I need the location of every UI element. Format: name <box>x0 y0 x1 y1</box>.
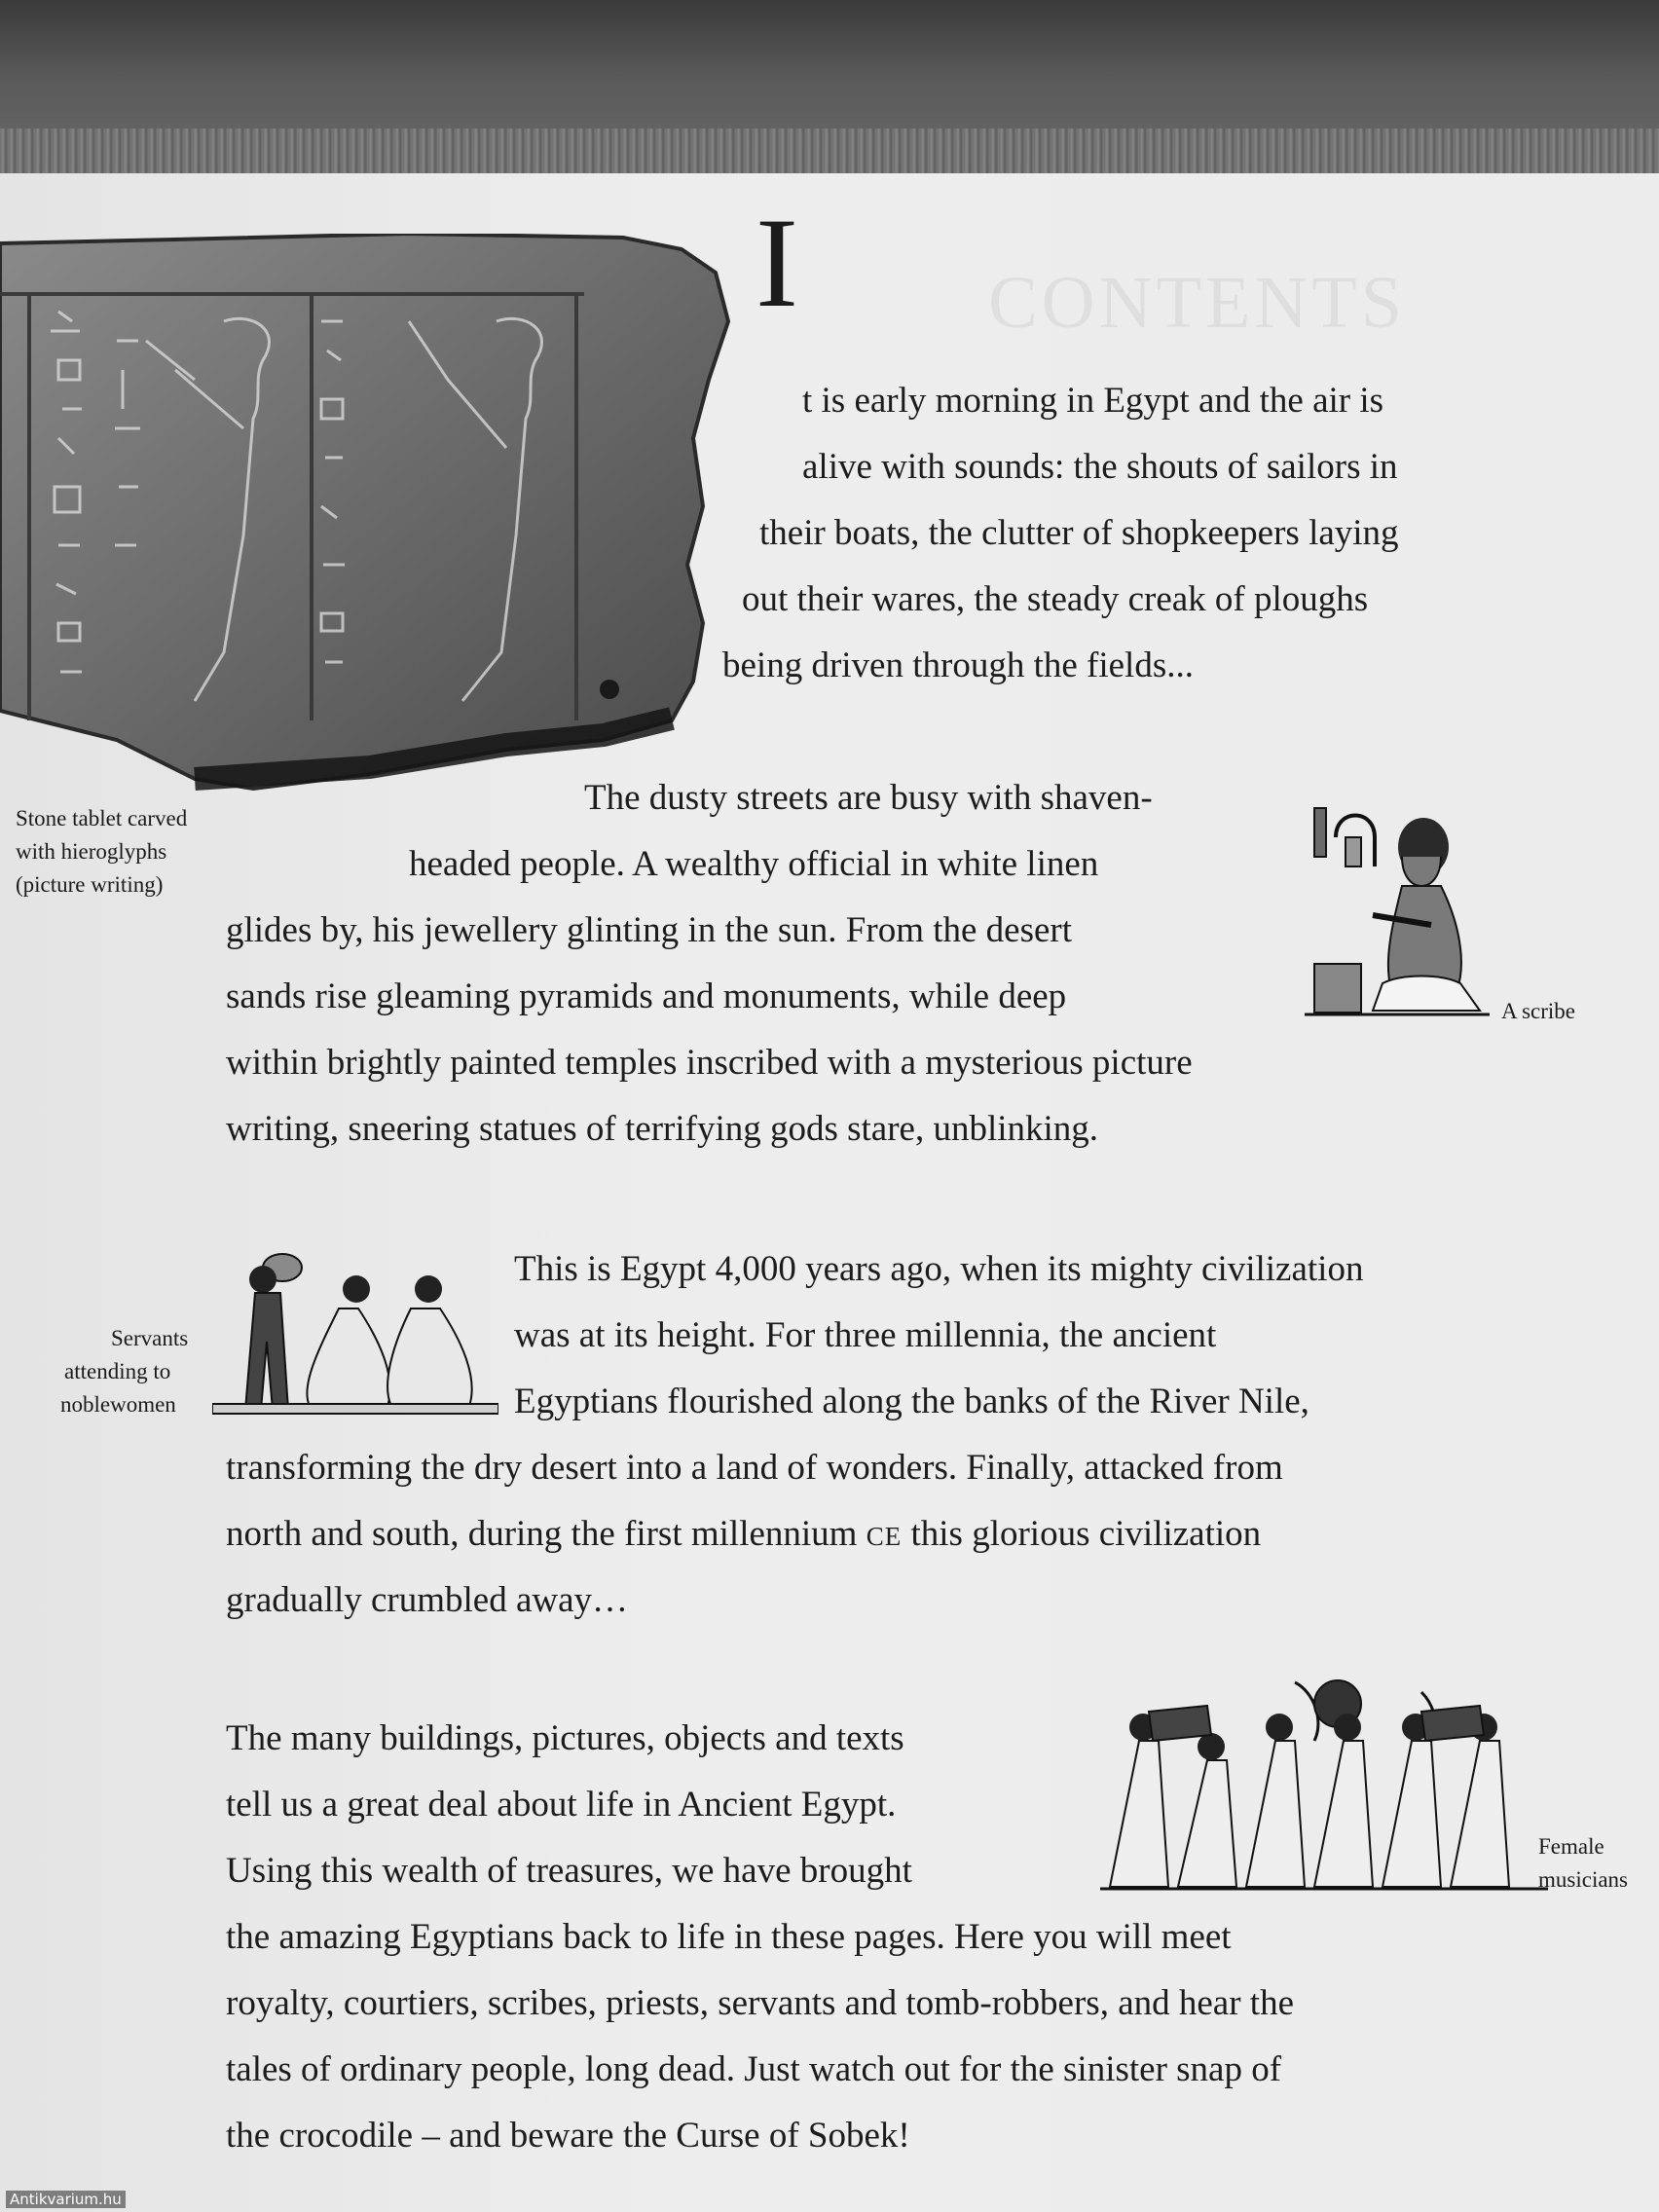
paragraph-line: gradually crumbled away… <box>226 1580 629 1620</box>
paragraph-line: writing, sneering statues of terrifying gods stare, unblinking. <box>226 1109 1099 1149</box>
paragraph-line: Egyptians flourished along the banks of the River Nile, <box>514 1382 1309 1421</box>
intro-line: t is early morning in Egypt and the air is <box>802 381 1384 421</box>
intro-line: being driven through the fields... <box>722 645 1194 685</box>
drop-cap: I <box>756 191 798 334</box>
stone-tablet-image <box>0 234 740 798</box>
servants-caption: attending to <box>64 1359 171 1383</box>
servants-caption: Servants <box>111 1326 189 1350</box>
paragraph-line: within brightly painted temples inscribed with a mysterious picture <box>226 1043 1193 1083</box>
paragraph-line <box>226 1501 1261 1569</box>
scribe-image <box>1305 798 1490 1022</box>
book-edge <box>0 129 1659 175</box>
musicians-caption: Female <box>1538 1834 1604 1859</box>
paragraph-line: Using this wealth of treasures, we have brought <box>226 1851 912 1891</box>
paragraph-line: the amazing Egyptians back to life in these pages. Here you will meet <box>226 1917 1232 1957</box>
paragraph-line: This is Egypt 4,000 years ago, when its mighty civilization <box>514 1249 1364 1289</box>
paragraph-line: tell us a great deal about life in Ancient Egypt. <box>226 1785 897 1825</box>
intro-line: alive with sounds: the shouts of sailors in <box>802 447 1398 487</box>
text-run: north and south, during the first millennium <box>226 1514 866 1554</box>
intro-line: their boats, the clutter of shopkeepers laying <box>759 513 1399 553</box>
intro-line: out their wares, the steady creak of ploughs <box>742 579 1369 619</box>
paragraph-line: The many buildings, pictures, objects and texts <box>226 1718 904 1758</box>
text-run: this glorious civilization <box>902 1514 1262 1554</box>
servants-image <box>212 1250 498 1416</box>
paragraph-line: royalty, courtiers, scribes, priests, servants and tomb-robbers, and hear the <box>226 1983 1294 2023</box>
tablet-caption: with hieroglyphs <box>16 839 167 864</box>
servants-caption: noblewomen <box>60 1392 176 1417</box>
paragraph-line: tales of ordinary people, long dead. Just watch out for the sinister snap of <box>226 2049 1282 2089</box>
watermark: Antikvarium.hu <box>6 2191 126 2208</box>
paragraph-line: the crocodile – and beware the Curse of Sobek! <box>226 2116 910 2156</box>
tablet-caption: (picture writing) <box>16 872 164 897</box>
tablet-caption: Stone tablet carved <box>16 806 188 830</box>
paragraph-line: transforming the dry desert into a land of wonders. Finally, attacked from <box>226 1448 1283 1488</box>
show-through-title: CONTENTS <box>988 262 1406 344</box>
era-abbreviation: CE <box>866 1522 903 1551</box>
paragraph-line: The dusty streets are busy with shaven- <box>584 778 1153 818</box>
musicians-caption: musicians <box>1538 1867 1628 1892</box>
scribe-caption: A scribe <box>1501 999 1576 1023</box>
musicians-image <box>1100 1673 1548 1893</box>
paragraph-line: glides by, his jewellery glinting in the sun. From the desert <box>226 910 1073 950</box>
paragraph-line: was at its height. For three millennia, the ancient <box>514 1315 1217 1355</box>
paragraph-line: headed people. A wealthy official in white linen <box>409 844 1099 884</box>
paragraph-line: sands rise gleaming pyramids and monuments, while deep <box>226 977 1067 1016</box>
